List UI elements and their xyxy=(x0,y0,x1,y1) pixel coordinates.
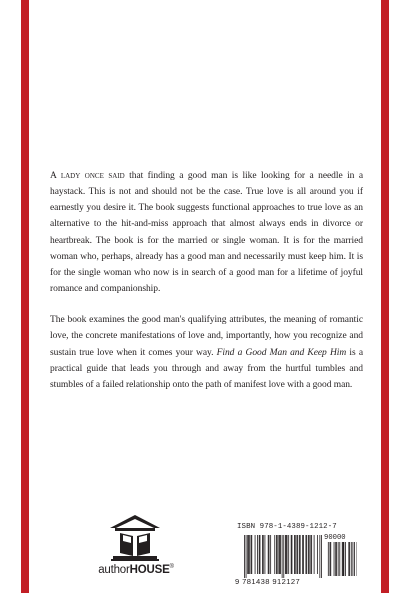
barcode-bar xyxy=(288,535,289,574)
barcode-bar xyxy=(283,535,284,578)
barcode-bar xyxy=(286,535,287,574)
addon-bar xyxy=(349,542,350,576)
barcode-bar xyxy=(262,535,263,574)
addon-bar xyxy=(330,542,331,576)
addon-bar xyxy=(335,542,336,576)
barcode-bar xyxy=(300,535,301,574)
right-red-band xyxy=(381,0,389,593)
barcode-bar xyxy=(246,535,247,578)
barcode-bar xyxy=(244,535,245,578)
barcode-digits: 9 781438 912127 xyxy=(235,577,301,586)
barcode-bar xyxy=(287,535,288,574)
isbn-label: ISBN 978-1-4389-1212-7 xyxy=(237,523,337,531)
barcode-bar xyxy=(277,535,278,574)
book-title-reference: Find a Good Man and Keep Him xyxy=(216,347,347,358)
barcode-bar xyxy=(306,535,307,574)
blurb-paragraph-2-end: is a practical guide that leads you through and away from the hurtful tumbles and stumbles of a failed relationship onto the path of manifest love with a good man. xyxy=(50,347,363,390)
addon-bar xyxy=(351,542,352,576)
registered-mark: ® xyxy=(169,564,174,571)
addon-bar xyxy=(353,542,354,576)
barcode-bar xyxy=(291,535,292,574)
barcode-bar xyxy=(280,535,281,574)
barcode-bar xyxy=(268,535,269,574)
barcode-bar xyxy=(309,535,310,574)
back-cover-blurb xyxy=(50,168,363,393)
barcode-bar xyxy=(295,535,296,574)
barcode-bar xyxy=(311,535,312,574)
addon-bar xyxy=(348,542,349,576)
barcode-bar xyxy=(279,535,280,574)
barcode-bar xyxy=(314,535,315,574)
barcode-bar xyxy=(317,535,318,574)
publisher-logo xyxy=(88,515,184,585)
authorhouse-house-book-icon xyxy=(108,515,162,561)
blurb-paragraph-2-start: The book examines the good man's qualifying attributes, the meaning of romantic love, the concrete manifestations of love and, importantly, how you recognize and sustain true love when it comes your way. xyxy=(50,315,363,358)
barcode-bar xyxy=(265,535,266,574)
barcode-bar xyxy=(319,535,320,578)
publisher-name-part2: HOUSE xyxy=(129,564,170,576)
addon-bar xyxy=(336,542,337,576)
barcode-bar xyxy=(296,535,297,574)
barcode-bar xyxy=(274,535,275,574)
addon-bar xyxy=(330,542,331,576)
barcode-bar xyxy=(306,535,307,574)
barcode-bar xyxy=(255,535,256,574)
publisher-name xyxy=(88,564,184,576)
barcode-bar xyxy=(302,535,303,574)
addon-bar xyxy=(343,542,344,576)
barcode-bar xyxy=(251,535,252,574)
barcode-bar xyxy=(247,535,248,574)
barcode-bar xyxy=(249,535,250,574)
barcode-bar xyxy=(299,535,300,574)
addon-bar xyxy=(343,542,344,576)
left-red-band xyxy=(21,0,29,593)
blurb-paragraph-2 xyxy=(50,312,363,393)
blurb-paragraph-1-text: that finding a good man is like looking for a needle in a haystack. This is not and should not be the case. True love is all around you if earnestly you desire it. The book suggests functional approaches to true love as an alternative to the hit-and-miss approach that almost always ends in divorce or heartbreak. The book is for the married or single woman. It is for the married woman who, perhaps, already has a good man and necessarily must keep him. It is for the single woman who now is in search of a good man for a lifetime of joyful romance and companionship. xyxy=(50,171,363,295)
blurb-lead-in: A lady once said xyxy=(50,171,125,181)
barcode-bar xyxy=(310,535,311,574)
addon-bar xyxy=(339,542,340,576)
barcode-bar xyxy=(260,535,261,574)
blurb-paragraph-1 xyxy=(50,168,363,297)
price-code: 90000 xyxy=(324,534,346,542)
addon-bar xyxy=(342,542,343,576)
addon-bar xyxy=(354,542,355,576)
barcode-bars xyxy=(237,533,357,579)
barcode-bar xyxy=(282,535,283,578)
barcode-bar xyxy=(248,535,249,574)
barcode-bar xyxy=(285,535,286,574)
barcode-bar xyxy=(308,535,309,574)
barcode-bar xyxy=(251,535,252,574)
barcode-bar xyxy=(269,535,270,574)
barcode-bar xyxy=(303,535,304,574)
barcode-bar xyxy=(292,535,293,574)
addon-bar xyxy=(334,542,335,576)
barcode-bar xyxy=(259,535,260,574)
addon-bar xyxy=(345,542,346,576)
barcode-bar xyxy=(270,535,271,574)
barcode-bar xyxy=(257,535,258,574)
barcode-bar xyxy=(276,535,277,574)
barcode-bar xyxy=(321,535,322,578)
barcode-bar xyxy=(297,535,298,574)
barcode-bar xyxy=(263,535,264,574)
addon-bar xyxy=(338,542,339,576)
publisher-name-part1: author xyxy=(98,564,130,576)
addon-bar xyxy=(328,542,329,576)
barcode-bar xyxy=(278,535,279,574)
isbn-barcode xyxy=(235,523,359,587)
barcode-bar xyxy=(294,535,295,574)
